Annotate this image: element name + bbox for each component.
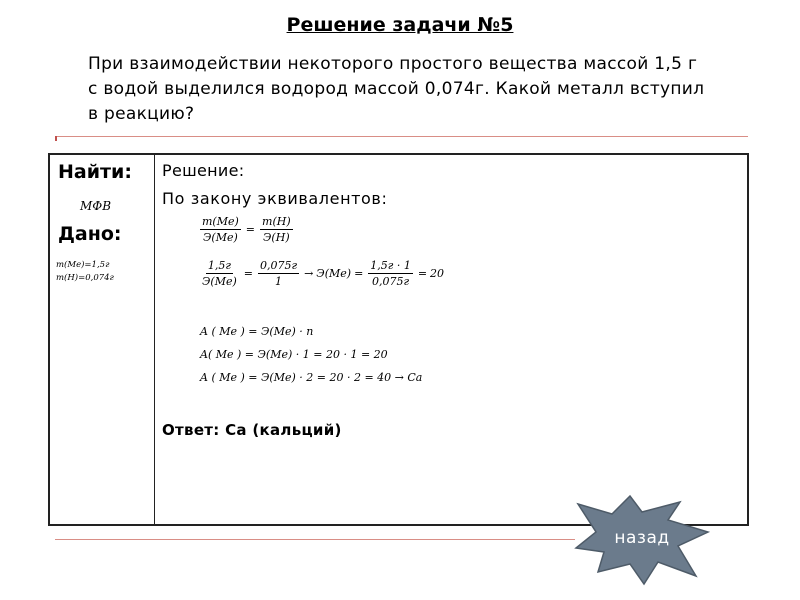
atomic-mass-formula: A ( Me ) = Э(Me) · n — [200, 325, 314, 338]
given-label: Дано: — [58, 223, 122, 245]
substitution-formula — [198, 259, 444, 288]
atomic-mass-valence-2: A ( Me ) = Э(Me) · 2 = 20 · 2 = 40 → Ca — [200, 371, 423, 384]
answer: Ответ: Ca (кальций) — [162, 421, 342, 439]
divider-line-bottom — [55, 539, 575, 540]
solution-label: Решение: — [162, 161, 245, 180]
equals-sign: = — [243, 267, 253, 280]
numerator: m(H) — [262, 215, 291, 228]
fraction — [260, 215, 293, 244]
divider-line-top — [55, 136, 748, 137]
divider-tick — [55, 136, 57, 141]
denominator: Э(H) — [263, 231, 290, 244]
denominator: Э(Me) — [203, 231, 238, 244]
equals-sign: = — [417, 267, 428, 280]
numerator: m(Me) — [202, 215, 239, 228]
equivalent-symbol: Э(Me) — [316, 267, 352, 280]
page-title: Решение задачи №5 — [286, 14, 514, 36]
find-value: МФВ — [80, 199, 112, 213]
column-divider — [154, 155, 155, 524]
denominator: 1 — [275, 275, 283, 288]
fraction — [258, 259, 299, 288]
arrow-sign: → — [304, 267, 314, 280]
atomic-mass-valence-1: A( Me ) = Э(Me) · 1 = 20 · 1 = 20 — [200, 348, 388, 361]
back-button-label: назад — [614, 528, 670, 548]
solution-table — [48, 153, 749, 526]
problem-statement: При взаимодействии некоторого простого вещества массой 1,5 г с водой выделился водород массой 0,074г. Какой металл вступил в реакцию? — [88, 54, 705, 124]
denominator: 0,075г — [372, 275, 410, 288]
denominator: Э(Me) — [202, 275, 237, 288]
fraction — [368, 259, 413, 288]
given-item: m(Me)=1,5г — [56, 260, 110, 270]
numerator: 1,5г — [207, 259, 231, 272]
given-item: m(H)=0,074г — [56, 273, 114, 283]
equals-sign: = — [245, 223, 256, 236]
equals-sign: = — [354, 267, 364, 280]
law-label: По закону эквивалентов: — [162, 189, 388, 208]
numerator: 1,5г · 1 — [370, 259, 411, 272]
back-button[interactable] — [570, 492, 714, 588]
fraction — [200, 215, 241, 244]
fraction — [200, 259, 239, 288]
equivalents-formula — [198, 215, 295, 244]
result-value: 20 — [430, 267, 445, 280]
given-values — [56, 259, 114, 285]
numerator: 0,075г — [260, 259, 298, 272]
find-label: Найти: — [58, 161, 132, 183]
